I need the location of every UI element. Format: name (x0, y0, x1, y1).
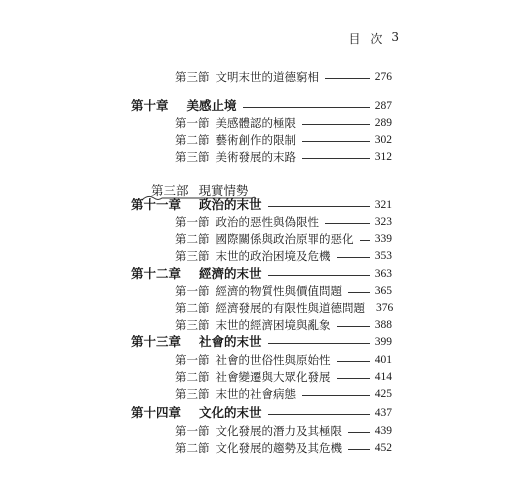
toc-chapter-entry (131, 266, 392, 282)
toc-section-entry (175, 115, 392, 131)
entry-page-number: 425 (374, 388, 392, 400)
entry-label: 第三節 (175, 318, 210, 332)
toc-section-entry (175, 248, 392, 264)
entry-title: 美術發展的末路 (215, 150, 296, 164)
toc-section-entry (175, 149, 392, 165)
entry-label: 第二節 (175, 133, 210, 147)
entry-title: 末世的經濟困境與亂象 (215, 318, 331, 332)
leader-line (325, 78, 370, 79)
header-label: 目 次 (348, 32, 386, 46)
entry-label: 第一節 (175, 284, 210, 298)
entry-label: 第十一章 (131, 197, 182, 212)
entry-page-number: 276 (374, 71, 392, 83)
entry-page-number: 399 (374, 336, 392, 348)
leader-line (348, 449, 370, 450)
entry-label: 第三節 (175, 387, 210, 401)
leader-line (268, 206, 370, 207)
toc-section-entry (175, 300, 392, 316)
entry-title: 社會變遷與大眾化發展 (215, 370, 331, 384)
entry-page-number: 287 (374, 100, 392, 112)
leader-line (302, 141, 370, 142)
entry-label: 第二節 (175, 301, 210, 315)
entry-page-number: 439 (374, 425, 392, 437)
entry-label: 第一節 (175, 353, 210, 367)
leader-line (360, 240, 370, 241)
entry-label: 第三節 (175, 249, 210, 263)
leader-line (268, 275, 370, 276)
entry-title: 美感止境 (186, 98, 237, 113)
entry-label: 第二節 (175, 441, 210, 455)
entry-title: 政治的惡性與偽限性 (215, 215, 319, 229)
leader-line (337, 361, 370, 362)
leader-line (348, 292, 370, 293)
entry-title: 社會的世俗性與原始性 (215, 353, 331, 367)
entry-page-number: 414 (374, 371, 392, 383)
entry-page-number: 365 (374, 285, 392, 297)
entry-label: 第二節 (175, 370, 210, 384)
leader-line (337, 326, 370, 327)
entry-page-number: 376 (376, 302, 394, 314)
toc-section-entry (175, 386, 392, 402)
running-header (349, 30, 402, 47)
header-page-number: 3 (391, 30, 402, 44)
entry-title: 經濟的物質性與價值問題 (215, 284, 342, 298)
entry-page-number: 388 (374, 319, 392, 331)
toc-section-entry (175, 214, 392, 230)
entry-title: 社會的末世 (199, 334, 262, 349)
entry-label: 第一節 (175, 215, 210, 229)
entry-page-number: 302 (374, 134, 392, 146)
entry-label: 第一節 (175, 424, 210, 438)
entry-title: 政治的末世 (199, 197, 262, 212)
toc-section-entry (175, 231, 392, 247)
leader-line (325, 223, 370, 224)
toc-section-entry (175, 369, 392, 385)
toc-chapter-entry (131, 98, 392, 114)
entry-page-number: 339 (374, 233, 392, 245)
entry-title: 經濟發展的有限性與道德問題 (215, 301, 365, 315)
entry-page-number: 363 (374, 268, 392, 280)
leader-line (302, 124, 370, 125)
entry-title: 文化發展的潛力及其極限 (215, 424, 342, 438)
part-title: 現實情勢 (198, 183, 249, 198)
entry-page-number: 437 (374, 407, 392, 419)
entry-title: 美感體認的極限 (215, 116, 296, 130)
entry-label: 第二節 (175, 232, 210, 246)
toc-section-entry (175, 283, 392, 299)
leader-line (348, 432, 370, 433)
leader-line (302, 158, 370, 159)
entry-title: 末世的社會病態 (215, 387, 296, 401)
entry-title: 藝術創作的限制 (215, 133, 296, 147)
entry-page-number: 312 (374, 151, 392, 163)
toc-chapter-entry (131, 334, 392, 350)
leader-line (243, 107, 370, 108)
entry-page-number: 452 (374, 442, 392, 454)
entry-label: 第十章 (131, 98, 169, 113)
entry-title: 國際關係與政治原罪的惡化 (215, 232, 354, 246)
entry-label: 第一節 (175, 116, 210, 130)
part-label: 第三部 (151, 183, 189, 198)
entry-label: 第三節 (175, 150, 210, 164)
entry-label: 第三節 (175, 70, 210, 84)
entry-title: 文明末世的道德窮相 (215, 70, 319, 84)
entry-label: 第十二章 (131, 266, 182, 281)
entry-title: 文化的末世 (199, 405, 262, 420)
leader-line (337, 378, 370, 379)
entry-page-number: 323 (374, 216, 392, 228)
entry-label: 第十三章 (131, 334, 182, 349)
entry-label: 第十四章 (131, 405, 182, 420)
toc-section-entry (175, 352, 392, 368)
entry-page-number: 401 (374, 354, 392, 366)
entry-page-number: 289 (374, 117, 392, 129)
toc-section-entry (175, 69, 392, 85)
leader-line (268, 343, 370, 344)
toc-chapter-entry (131, 405, 392, 421)
entry-title: 文化發展的趨勢及其危機 (215, 441, 342, 455)
entry-page-number: 321 (374, 199, 392, 211)
entry-page-number: 353 (374, 250, 392, 262)
entry-title: 末世的政治困境及危機 (215, 249, 331, 263)
leader-line (268, 414, 370, 415)
toc-section-entry (175, 132, 392, 148)
toc-section-entry (175, 317, 392, 333)
entry-title: 經濟的末世 (199, 266, 262, 281)
leader-line (302, 395, 370, 396)
toc-chapter-entry (131, 197, 392, 213)
toc-section-entry (175, 423, 392, 439)
toc-section-entry (175, 440, 392, 456)
leader-line (337, 257, 370, 258)
